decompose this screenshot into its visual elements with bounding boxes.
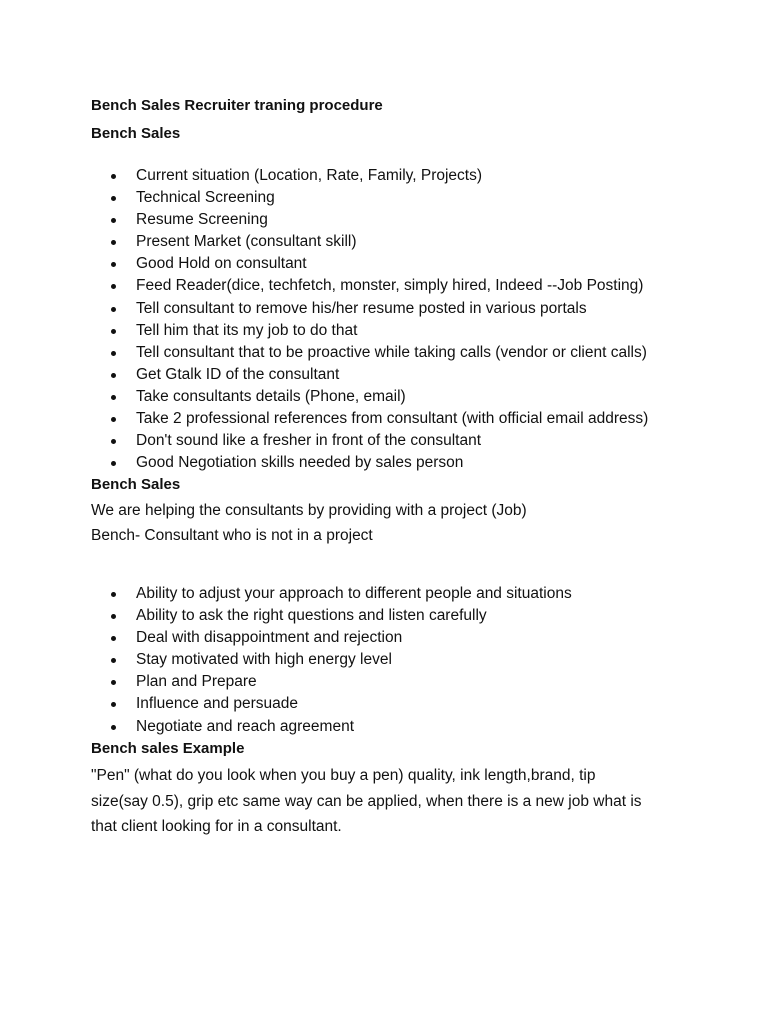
bullet-icon — [111, 307, 116, 312]
bullet-icon — [111, 658, 116, 663]
example-line: "Pen" (what do you look when you buy a pen) quality, ink length,brand, tip — [91, 767, 596, 784]
list-item-text: Resume Screening — [136, 211, 268, 229]
bullet-icon — [111, 218, 116, 223]
list-item-text: Plan and Prepare — [136, 673, 257, 691]
document-title: Bench Sales Recruiter traning procedure — [91, 97, 383, 114]
bullet-icon — [111, 284, 116, 289]
bullet-icon — [111, 174, 116, 179]
bullet-icon — [111, 395, 116, 400]
example-line: that client looking for in a consultant. — [91, 818, 342, 835]
bullet-icon — [111, 702, 116, 707]
list-item-text: Technical Screening — [136, 189, 275, 207]
list-item-text: Negotiate and reach agreement — [136, 717, 355, 735]
bullet-icon — [111, 592, 116, 597]
section-heading-bench-sales-example: Bench sales Example — [91, 740, 245, 757]
list-item-text: Tell him that its my job to do that — [136, 321, 358, 339]
list-item-text: Take consultants details (Phone, email) — [136, 387, 406, 405]
bullet-icon — [111, 240, 116, 245]
list-item-text: Ability to ask the right questions and listen carefully — [136, 607, 487, 625]
list-item-text: Present Market (consultant skill) — [136, 233, 357, 251]
list-item-text: Deal with disappointment and rejection — [136, 629, 403, 647]
bullet-icon — [111, 636, 116, 641]
list-item-text: Good Negotiation skills needed by sales person — [136, 454, 464, 472]
list-item-text: Current situation (Location, Rate, Family, Projects) — [136, 167, 483, 184]
list-item-text: Good Hold on consultant — [136, 255, 307, 273]
example-line: size(say 0.5), grip etc same way can be applied, when there is a new job what is — [91, 792, 642, 810]
paragraph-bench-definition: Bench- Consultant who is not in a project — [91, 527, 373, 544]
section-heading-bench-sales: Bench Sales — [91, 125, 181, 142]
list-item-text: Get Gtalk ID of the consultant — [136, 365, 340, 383]
bullet-icon — [111, 329, 116, 334]
bullet-icon — [111, 351, 116, 356]
bullet-icon — [111, 725, 116, 730]
list-item-text: Influence and persuade — [136, 695, 299, 713]
paragraph-pen-example — [91, 763, 691, 840]
list-item-text: Ability to adjust your approach to different people and situations — [136, 585, 572, 602]
bullet-icon — [111, 439, 116, 444]
list-item-text: Tell consultant to remove his/her resume posted in various portals — [136, 299, 587, 317]
list-item-text: Feed Reader(dice, techfetch, monster, simply hired, Indeed --Job Posting) — [136, 277, 644, 295]
bullet-icon — [111, 614, 116, 619]
bullet-icon — [111, 680, 116, 685]
list-item-text: Tell consultant that to be proactive while taking calls (vendor or client calls) — [136, 343, 647, 361]
list-item-text: Take 2 professional references from consultant (with official email address) — [136, 410, 649, 428]
bullet-icon — [111, 373, 116, 378]
list-item-text: Stay motivated with high energy level — [136, 651, 392, 669]
list-item-text: Don't sound like a fresher in front of the consultant — [136, 432, 482, 450]
bullet-icon — [111, 196, 116, 201]
bullet-icon — [111, 417, 116, 422]
bullet-icon — [111, 461, 116, 466]
paragraph-helping-consultants: We are helping the consultants by providing with a project (Job) — [91, 502, 527, 519]
section-heading-bench-sales-2: Bench Sales — [91, 476, 181, 493]
bullet-icon — [111, 262, 116, 267]
